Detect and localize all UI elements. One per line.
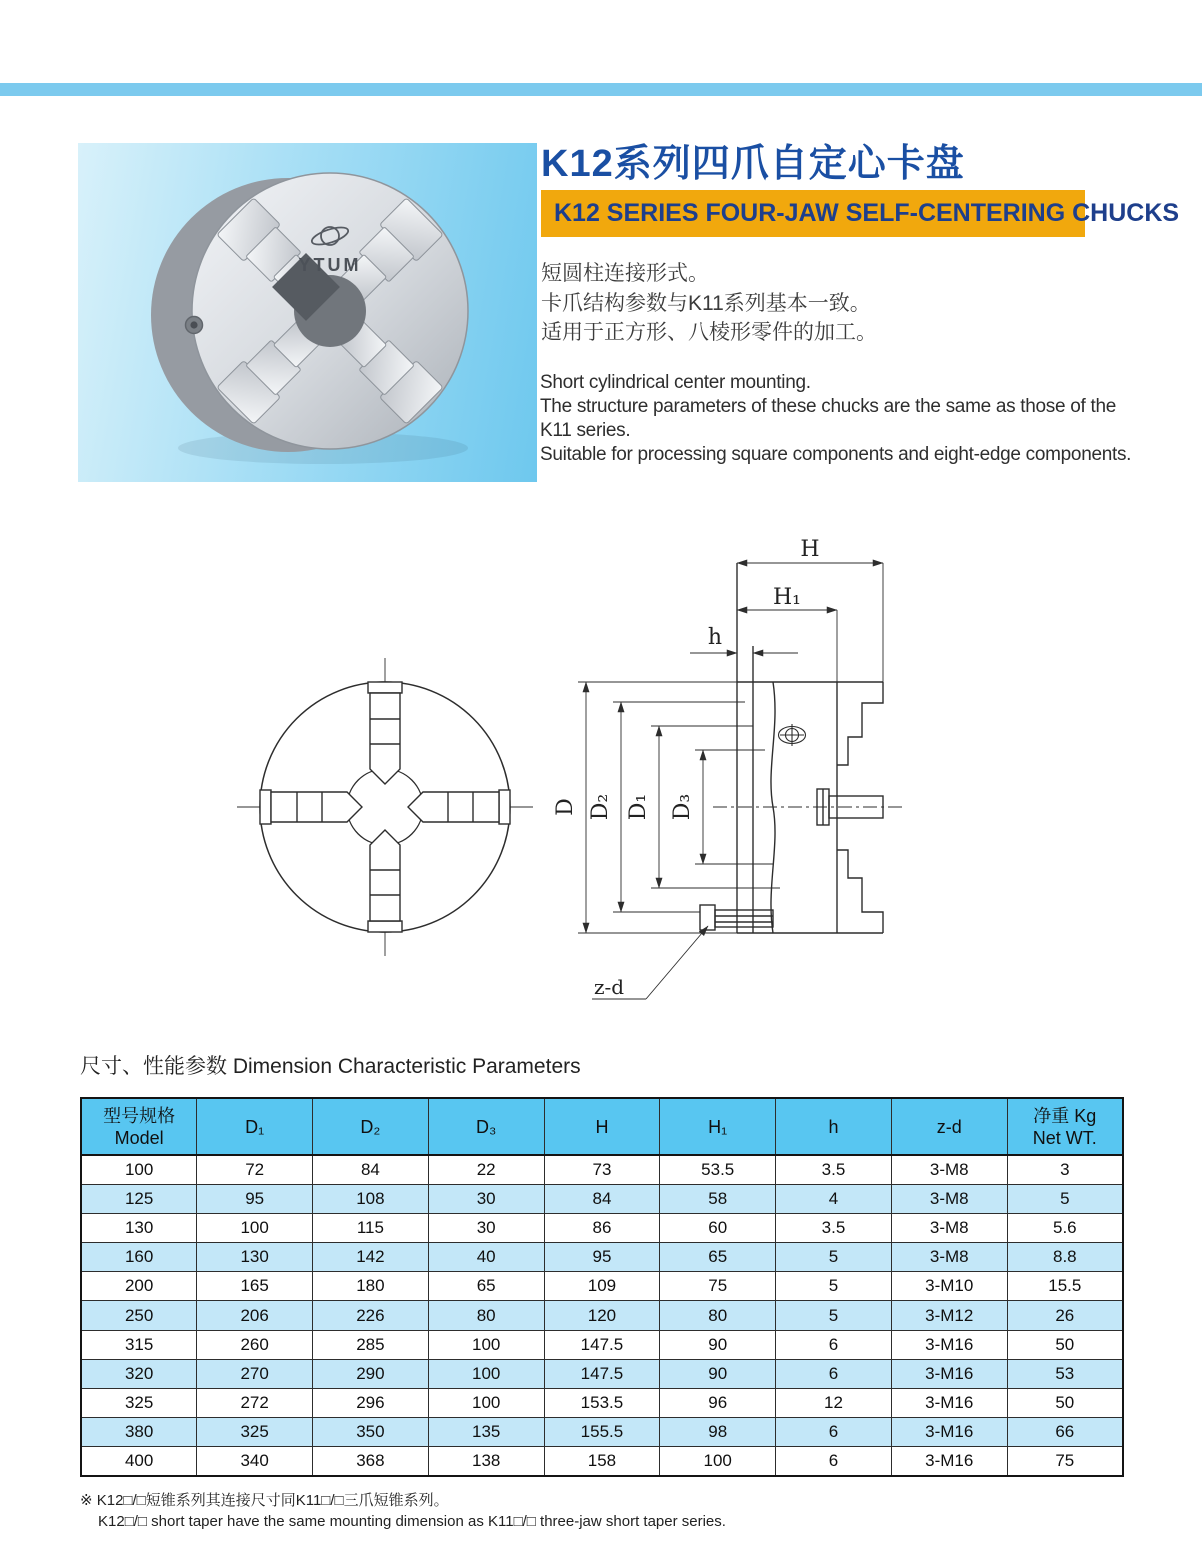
label-H: H [800, 537, 820, 562]
label-H1: H₁ [772, 585, 802, 610]
header-cell: D₂ [313, 1098, 429, 1155]
table-cell: 3-M8 [891, 1155, 1007, 1185]
table-cell: 153.5 [544, 1388, 660, 1417]
table-cell: 325 [197, 1417, 313, 1446]
table-cell: 3-M16 [891, 1330, 1007, 1359]
table-cell: 65 [428, 1272, 544, 1301]
table-cell: 95 [197, 1185, 313, 1214]
table-cell: 3 [1007, 1155, 1123, 1185]
table-cell: 73 [544, 1155, 660, 1185]
datum-target-icon [779, 724, 806, 746]
top-accent-bar [0, 83, 1202, 96]
table-cell: 30 [428, 1214, 544, 1243]
chuck-photo-illustration [78, 143, 537, 482]
page-title: K12系列四爪自定心卡盘 [541, 143, 965, 185]
table-cell: 3.5 [776, 1214, 892, 1243]
table-cell: 65 [660, 1243, 776, 1272]
table-cell: 3-M8 [891, 1243, 1007, 1272]
dimension-labels [553, 537, 820, 999]
spec-table-head [81, 1098, 1123, 1155]
table-cell: 12 [776, 1388, 892, 1417]
table-cell: 158 [544, 1446, 660, 1476]
table-cell: 100 [428, 1359, 544, 1388]
table-cell: 75 [1007, 1446, 1123, 1476]
table-cell: 340 [197, 1446, 313, 1476]
header-cell: H [544, 1098, 660, 1155]
table-cell: 350 [313, 1417, 429, 1446]
label-h: h [707, 625, 723, 650]
table-cell: 180 [313, 1272, 429, 1301]
label-D1: D₁ [626, 793, 651, 821]
table-cell: 75 [660, 1272, 776, 1301]
key-socket-hole [190, 321, 197, 328]
table-cell: 3-M16 [891, 1446, 1007, 1476]
table-cell: 130 [197, 1243, 313, 1272]
front-view [237, 658, 533, 956]
table-cell: 155.5 [544, 1417, 660, 1446]
table-cell: 130 [81, 1214, 197, 1243]
table-cell: 206 [197, 1301, 313, 1330]
label-zd: z-d [594, 975, 625, 999]
description-en [540, 371, 1180, 467]
table-row [81, 1185, 1123, 1214]
description-cn [541, 259, 1101, 348]
table-cell: 3.5 [776, 1155, 892, 1185]
table-cell: 84 [313, 1155, 429, 1185]
footnote-line-cn: ※ K12□/□短锥系列其连接尺寸同K11□/□三爪短锥系列。 [80, 1492, 449, 1509]
table-cell: 5 [776, 1301, 892, 1330]
title-banner [541, 190, 1180, 237]
table-cell: 100 [660, 1446, 776, 1476]
table-cell: 135 [428, 1417, 544, 1446]
table-cell: 296 [313, 1388, 429, 1417]
description-en-line: K11 series. [540, 420, 631, 441]
table-cell: 315 [81, 1330, 197, 1359]
header-cell: 型号规格 Model [81, 1098, 197, 1155]
description-en-line: The structure parameters of these chucks are the same as those of the [540, 396, 1116, 417]
table-cell: 98 [660, 1417, 776, 1446]
product-photo [78, 143, 537, 482]
table-cell: 26 [1007, 1301, 1123, 1330]
table-title: 尺寸、性能参数 Dimension Characteristic Parameters [80, 1055, 581, 1078]
table-row [81, 1214, 1123, 1243]
header-cell: D₃ [428, 1098, 544, 1155]
table-cell: 160 [81, 1243, 197, 1272]
table-cell: 66 [1007, 1417, 1123, 1446]
table-cell: 5.6 [1007, 1214, 1123, 1243]
table-cell: 90 [660, 1330, 776, 1359]
table-cell: 96 [660, 1388, 776, 1417]
table-cell: 5 [1007, 1185, 1123, 1214]
table-cell: 142 [313, 1243, 429, 1272]
table-cell: 3-M16 [891, 1359, 1007, 1388]
table-row [81, 1272, 1123, 1301]
table-cell: 120 [544, 1301, 660, 1330]
table-cell: 6 [776, 1417, 892, 1446]
table-cell: 90 [660, 1359, 776, 1388]
header-row [81, 1098, 1123, 1155]
table-cell: 80 [660, 1301, 776, 1330]
table-row [81, 1330, 1123, 1359]
table-cell: 138 [428, 1446, 544, 1476]
table-cell: 200 [81, 1272, 197, 1301]
description-cn-line: 卡爪结构参数与K11系列基本一致。 [541, 291, 871, 315]
table-cell: 22 [428, 1155, 544, 1185]
table-row [81, 1243, 1123, 1272]
table-cell: 86 [544, 1214, 660, 1243]
table-cell: 84 [544, 1185, 660, 1214]
description-cn-line: 适用于正方形、八棱形零件的加工。 [541, 321, 877, 344]
table-cell: 6 [776, 1446, 892, 1476]
table-cell: 58 [660, 1185, 776, 1214]
label-D2: D₂ [588, 793, 613, 821]
table-cell: 5 [776, 1272, 892, 1301]
table-cell: 290 [313, 1359, 429, 1388]
footnote [80, 1491, 726, 1532]
table-cell: 147.5 [544, 1330, 660, 1359]
table-row [81, 1388, 1123, 1417]
table-cell: 272 [197, 1388, 313, 1417]
table-cell: 100 [428, 1330, 544, 1359]
table-cell: 3-M16 [891, 1417, 1007, 1446]
table-cell: 165 [197, 1272, 313, 1301]
table-cell: 100 [197, 1214, 313, 1243]
table-cell: 53 [1007, 1359, 1123, 1388]
label-D: D [553, 798, 578, 816]
header-cell: z-d [891, 1098, 1007, 1155]
table-cell: 285 [313, 1330, 429, 1359]
spec-table [80, 1097, 1124, 1477]
table-row [81, 1446, 1123, 1476]
header-cell: 净重 Kg Net WT. [1007, 1098, 1123, 1155]
table-cell: 270 [197, 1359, 313, 1388]
table-cell: 125 [81, 1185, 197, 1214]
table-cell: 3-M8 [891, 1185, 1007, 1214]
table-cell: 147.5 [544, 1359, 660, 1388]
table-row [81, 1359, 1123, 1388]
table-cell: 4 [776, 1185, 892, 1214]
description-cn-line: 短圆柱连接形式。 [541, 262, 709, 285]
spec-table-wrap [80, 1097, 1124, 1477]
table-cell: 8.8 [1007, 1243, 1123, 1272]
table-cell: 380 [81, 1417, 197, 1446]
table-row [81, 1301, 1123, 1330]
table-cell: 95 [544, 1243, 660, 1272]
description-en-line: Short cylindrical center mounting. [540, 372, 811, 393]
table-cell: 15.5 [1007, 1272, 1123, 1301]
table-cell: 3-M12 [891, 1301, 1007, 1330]
table-cell: 400 [81, 1446, 197, 1476]
table-cell: 3-M10 [891, 1272, 1007, 1301]
table-cell: 226 [313, 1301, 429, 1330]
table-cell: 3-M16 [891, 1388, 1007, 1417]
table-cell: 100 [81, 1155, 197, 1185]
description-en-line: Suitable for processing square components and eight-edge components. [540, 444, 1132, 465]
table-cell: 72 [197, 1155, 313, 1185]
table-cell: 250 [81, 1301, 197, 1330]
dimension-diagram [218, 528, 1018, 1040]
technical-drawings [218, 528, 1018, 1040]
page-subtitle: K12 SERIES FOUR-JAW SELF-CENTERING CHUCKS [554, 199, 1180, 227]
table-cell: 40 [428, 1243, 544, 1272]
table-cell: 368 [313, 1446, 429, 1476]
table-cell: 108 [313, 1185, 429, 1214]
spec-table-body [81, 1155, 1123, 1476]
brand-text: YTUM [298, 255, 362, 275]
table-cell: 53.5 [660, 1155, 776, 1185]
table-cell: 60 [660, 1214, 776, 1243]
header-cell: D₁ [197, 1098, 313, 1155]
table-cell: 6 [776, 1359, 892, 1388]
table-cell: 50 [1007, 1330, 1123, 1359]
table-cell: 115 [313, 1214, 429, 1243]
table-row [81, 1155, 1123, 1185]
table-cell: 50 [1007, 1388, 1123, 1417]
footnote-line-en: K12□/□ short taper have the same mounting dimension as K11□/□ three-jaw short taper series. [98, 1512, 726, 1530]
table-cell: 320 [81, 1359, 197, 1388]
label-D3: D₃ [670, 793, 695, 821]
table-cell: 30 [428, 1185, 544, 1214]
table-cell: 3-M8 [891, 1214, 1007, 1243]
table-cell: 100 [428, 1388, 544, 1417]
header-cell: H₁ [660, 1098, 776, 1155]
table-cell: 80 [428, 1301, 544, 1330]
table-cell: 6 [776, 1330, 892, 1359]
table-row [81, 1417, 1123, 1446]
table-cell: 260 [197, 1330, 313, 1359]
section-view [578, 563, 905, 999]
table-cell: 5 [776, 1243, 892, 1272]
table-cell: 325 [81, 1388, 197, 1417]
table-cell: 109 [544, 1272, 660, 1301]
header-cell: h [776, 1098, 892, 1155]
